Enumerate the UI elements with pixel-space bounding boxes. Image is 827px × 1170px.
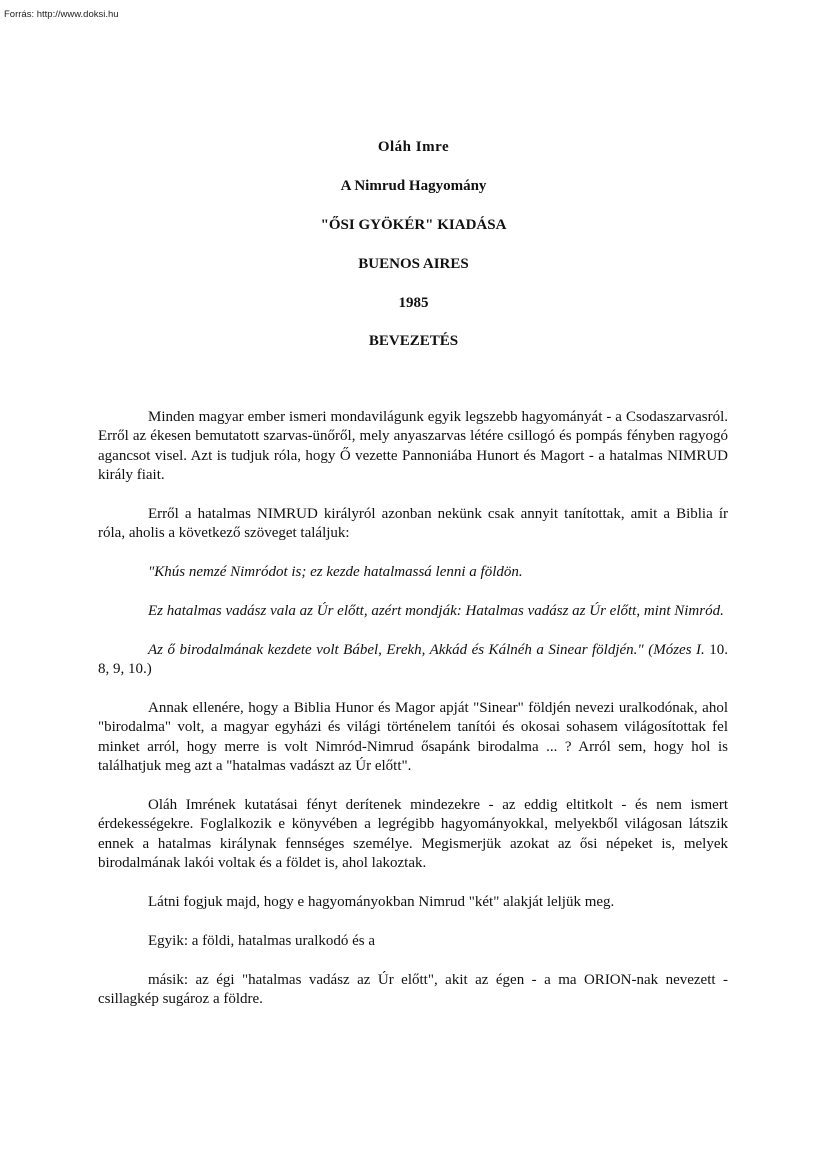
paragraph-bible: Erről a hatalmas NIMRUD királyról azonban nekünk csak annyit tanítottak, amit a Biblia ír róla, aholis a következő szöveget találjuk: (98, 506, 728, 542)
author-name: Oláh Imre (377, 139, 450, 155)
paragraph-heavenly: másik: az égi "hatalmas vadász az Úr előtt", akit az égen - a ma ORION-nak nevezett - csillagkép sugároz a földre. (98, 971, 728, 1008)
quote-reference: 10. 8, 9, 10.) (98, 641, 729, 678)
quote-text: Ez hatalmas vadász vala az Úr előtt, azért mondják: Hatalmas vadász az Úr előtt, mint Nimród. (148, 603, 724, 620)
quote-line-2 (98, 602, 728, 621)
publication-city: BUENOS AIRES (358, 256, 469, 272)
paragraph-two-forms: Látni fogjuk majd, hogy e hagyományokban Nimrud "két" alakját leljük meg. (148, 894, 615, 911)
paragraph-earthly: Egyik: a földi, hatalmas uralkodó és a (148, 932, 376, 949)
paragraph-research: Oláh Imrének kutatásai fényt derítenek mindezekre - az eddig eltitkolt - és nem ismert érdekességekre. Foglalkozik e könyvében a legrégibb hagyományokkal, melyekből világosan látszik ennek a hatalmas királynak fennséges személye. Megismerjük azokat az ősi népeket is, melyek birodalmának lakói voltak és a földet is, ahol lakoztak. (98, 797, 728, 872)
paragraph-intro: Minden magyar ember ismeri mondavilágunk egyik legszebb hagyományát - a Csodaszarvasról. Erről az ékesen bemutatott szarvas-ünőről, mely anyaszarvas létére csillogó és pompás fényben ragyogó agancsot visel. Azt is tudjuk róla, hogy Ő vezette Pannoniába Hunort és Magort - a hatalmas NIMRUD király fiait. (98, 409, 728, 484)
source-note: Forrás: http://www.doksi.hu (4, 9, 119, 20)
quote-text: "Khús nemzé Nimródot is; ez kezde hatalmassá lenni a földön. (148, 564, 523, 581)
quote-text: Az ő birodalmának kezdete volt Bábel, Erekh, Akkád és Kálnéh a Sinear földjén." (Mózes I. (148, 641, 705, 658)
publication-year: 1985 (398, 295, 429, 311)
document-body (98, 408, 728, 1029)
book-title: A Nimrud Hagyomány (340, 178, 487, 194)
section-title: BEVEZETÉS (368, 333, 459, 349)
paragraph-history: Annak ellenére, hogy a Biblia Hunor és Magor apját "Sinear" földjén nevezi uralkodónak, ahol "birodalma" volt, a magyar egyházi és világi történelem tanítói és okosai sohasem világosítottak fel minket arról, hogy merre is volt Nimród-Nimrud ősapánk birodalma ... ? Arról sem, hogy hol is találhatjuk meg azt a "hatalmas vadászt az Úr előtt". (98, 700, 728, 775)
quote-line-1 (98, 563, 728, 582)
quote-line-3 (98, 641, 728, 680)
publisher: "ŐSI GYÖKÉR" KIADÁSA (320, 217, 507, 233)
